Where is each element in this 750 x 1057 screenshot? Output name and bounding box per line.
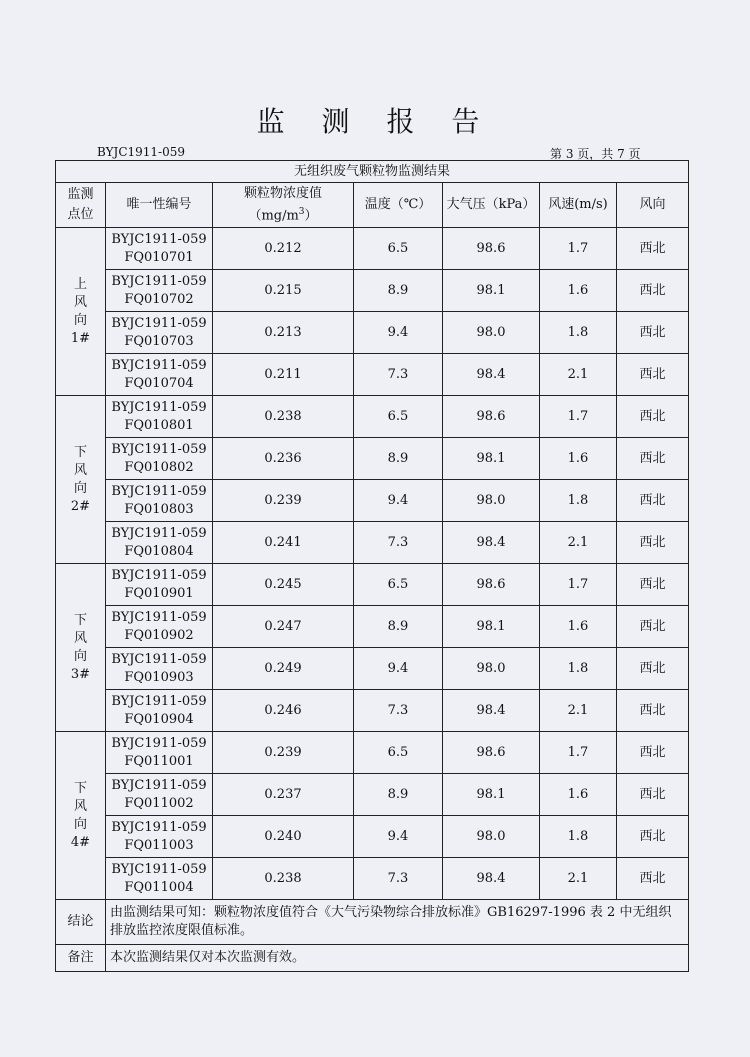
sample-id-code: FQ011004 [124,879,194,895]
temperature-cell: 8.9 [354,606,443,648]
note-label: 备注 [56,945,106,972]
wind-speed-cell: 1.7 [540,396,617,438]
concentration-cell: 0.215 [213,270,354,312]
header-concentration [213,183,354,228]
monitoring-point-char: 向 [73,816,87,832]
sample-id-code: FQ011002 [124,795,194,811]
page-title: 监 测 报 告 [256,105,494,138]
sample-id-prefix: BYJC1911-059 [111,777,207,793]
table-row [56,438,689,480]
temperature-cell: 8.9 [354,270,443,312]
sample-id-cell [106,270,213,312]
table-row [56,564,689,606]
sample-id-cell [106,606,213,648]
sample-id-code: FQ010801 [124,417,194,433]
wind-direction-cell: 西北 [617,564,689,606]
sample-id-prefix: BYJC1911-059 [111,273,207,289]
sample-id-prefix: BYJC1911-059 [111,525,207,541]
sample-id-code: FQ010704 [124,375,194,391]
concentration-cell: 0.240 [213,816,354,858]
sample-id-code: FQ010902 [124,627,194,643]
table-row [56,480,689,522]
sample-id-cell [106,690,213,732]
sample-id-cell [106,480,213,522]
monitoring-point-char: 3# [70,666,91,682]
monitoring-point-char: 向 [73,480,87,496]
temperature-cell: 6.5 [354,564,443,606]
sample-id-cell [106,396,213,438]
pressure-cell: 98.1 [443,606,540,648]
wind-speed-cell: 1.8 [540,648,617,690]
table-row [56,228,689,270]
monitoring-point-char: 风 [73,630,87,646]
conclusion-row [56,900,689,945]
concentration-cell: 0.239 [213,732,354,774]
pressure-cell: 98.6 [443,732,540,774]
sample-id-prefix: BYJC1911-059 [111,567,207,583]
report-number: BYJC1911-059 [97,145,186,159]
concentration-cell: 0.238 [213,858,354,900]
sample-id-cell [106,774,213,816]
wind-speed-cell: 1.6 [540,606,617,648]
concentration-cell: 0.245 [213,564,354,606]
monitoring-point-char: 向 [73,312,87,328]
sample-id-cell [106,522,213,564]
sample-id-cell [106,648,213,690]
wind-direction-cell: 西北 [617,774,689,816]
sample-id-code: FQ011003 [124,837,194,853]
monitoring-point-char: 向 [73,648,87,664]
sample-id-prefix: BYJC1911-059 [111,231,207,247]
wind-direction-cell: 西北 [617,270,689,312]
header-conc-line2: $(mg/m^3)$ [248,206,318,224]
wind-direction-cell: 西北 [617,690,689,732]
table-row [56,816,689,858]
monitoring-point-cell [56,732,106,900]
pressure-cell: 98.4 [443,354,540,396]
sample-id-prefix: BYJC1911-059 [111,441,207,457]
table-row [56,270,689,312]
wind-speed-cell: 1.6 [540,438,617,480]
sample-id-code: FQ010702 [124,291,194,307]
concentration-cell: 0.246 [213,690,354,732]
sample-id-cell [106,438,213,480]
pressure-cell: 98.6 [443,564,540,606]
concentration-cell: 0.213 [213,312,354,354]
table-row [56,732,689,774]
table-row [56,396,689,438]
sample-id-code: FQ010703 [124,333,194,349]
pressure-cell: 98.0 [443,648,540,690]
concentration-cell: 0.236 [213,438,354,480]
wind-direction-cell: 西北 [617,858,689,900]
pressure-cell: 98.6 [443,228,540,270]
header-wind-direction: 风向 [617,183,689,228]
conclusion-text: 由监测结果可知：颗粒物浓度值符合《大气污染物综合排放标准》GB16297-1996 表 2 中无组织排放监控浓度限值标准。 [106,900,689,945]
table-row [56,774,689,816]
concentration-cell: 0.238 [213,396,354,438]
pressure-cell: 98.1 [443,774,540,816]
sample-id-code: FQ010903 [124,669,194,685]
concentration-cell: 0.211 [213,354,354,396]
wind-direction-cell: 西北 [617,732,689,774]
concentration-cell: 0.239 [213,480,354,522]
wind-speed-cell: 2.1 [540,690,617,732]
pressure-cell: 98.4 [443,522,540,564]
wind-speed-cell: 1.8 [540,480,617,522]
sample-id-code: FQ010802 [124,459,194,475]
sample-id-prefix: BYJC1911-059 [111,609,207,625]
conclusion-label: 结论 [56,900,106,945]
pressure-cell: 98.1 [443,270,540,312]
wind-direction-cell: 西北 [617,606,689,648]
pressure-cell: 98.0 [443,312,540,354]
sample-id-code: FQ010901 [124,585,194,601]
monitoring-point-char: 1# [70,330,91,346]
monitoring-point-cell [56,396,106,564]
temperature-cell: 7.3 [354,858,443,900]
table-row [56,690,689,732]
header-conc-line1: 颗粒物浓度值 [243,185,322,201]
concentration-cell: 0.237 [213,774,354,816]
sample-id-cell [106,816,213,858]
wind-speed-cell: 2.1 [540,858,617,900]
header-pressure: 大气压（kPa） [443,183,540,228]
table-caption: 无组织废气颗粒物监测结果 [56,161,689,183]
wind-direction-cell: 西北 [617,228,689,270]
temperature-cell: 7.3 [354,690,443,732]
monitoring-point-char: 风 [73,462,87,478]
monitoring-point-char: 下 [73,780,87,796]
temperature-cell: 6.5 [354,732,443,774]
sample-id-cell [106,858,213,900]
temperature-cell: 7.3 [354,354,443,396]
wind-direction-cell: 西北 [617,312,689,354]
results-table [55,160,689,972]
header-temperature: 温度（℃） [354,183,443,228]
table-row [56,522,689,564]
monitoring-point-char: 下 [73,444,87,460]
sample-id-code: FQ011001 [124,753,194,769]
temperature-cell: 9.4 [354,480,443,522]
sample-id-code: FQ010904 [124,711,194,727]
wind-speed-cell: 1.6 [540,774,617,816]
temperature-cell: 6.5 [354,228,443,270]
temperature-cell: 9.4 [354,816,443,858]
temperature-cell: 7.3 [354,522,443,564]
table-row [56,858,689,900]
concentration-cell: 0.249 [213,648,354,690]
sample-id-prefix: BYJC1911-059 [111,651,207,667]
pressure-cell: 98.0 [443,480,540,522]
sample-id-cell [106,564,213,606]
wind-direction-cell: 西北 [617,522,689,564]
wind-speed-cell: 1.7 [540,732,617,774]
sample-id-cell [106,354,213,396]
pressure-cell: 98.4 [443,690,540,732]
monitoring-point-char: 风 [73,294,87,310]
sample-id-cell [106,312,213,354]
monitoring-point-char: 2# [70,498,91,514]
monitoring-point-cell [56,564,106,732]
wind-speed-cell: 1.8 [540,312,617,354]
sample-id-code: FQ010701 [124,249,194,265]
concentration-cell: 0.212 [213,228,354,270]
sample-id-code: FQ010803 [124,501,194,517]
wind-direction-cell: 西北 [617,438,689,480]
temperature-cell: 8.9 [354,774,443,816]
table-row [56,648,689,690]
sample-id-prefix: BYJC1911-059 [111,315,207,331]
table-row [56,354,689,396]
sample-id-code: FQ010804 [124,543,194,559]
temperature-cell: 8.9 [354,438,443,480]
temperature-cell: 6.5 [354,396,443,438]
sample-id-prefix: BYJC1911-059 [111,735,207,751]
wind-speed-cell: 1.6 [540,270,617,312]
temperature-cell: 9.4 [354,312,443,354]
wind-direction-cell: 西北 [617,354,689,396]
header-wind-speed: 风速(m/s) [540,183,617,228]
wind-speed-cell: 2.1 [540,354,617,396]
pressure-cell: 98.6 [443,396,540,438]
note-text: 本次监测结果仅对本次监测有效。 [106,945,689,972]
monitoring-point-char: 4# [70,834,91,850]
sample-id-prefix: BYJC1911-059 [111,819,207,835]
sample-id-prefix: BYJC1911-059 [111,399,207,415]
pressure-cell: 98.0 [443,816,540,858]
sample-id-prefix: BYJC1911-059 [111,693,207,709]
sample-id-cell [106,228,213,270]
sample-id-prefix: BYJC1911-059 [111,357,207,373]
sample-id-cell [106,732,213,774]
wind-direction-cell: 西北 [617,480,689,522]
monitoring-point-cell [56,228,106,396]
note-row [56,945,689,972]
concentration-cell: 0.241 [213,522,354,564]
page-indicator: 第 3 页，共 7 页 [550,147,641,161]
temperature-cell: 9.4 [354,648,443,690]
wind-speed-cell: 1.7 [540,564,617,606]
header-row [56,183,689,228]
header-id: 唯一性编号 [106,183,213,228]
pressure-cell: 98.4 [443,858,540,900]
sample-id-prefix: BYJC1911-059 [111,861,207,877]
concentration-cell: 0.247 [213,606,354,648]
wind-speed-cell: 1.8 [540,816,617,858]
wind-direction-cell: 西北 [617,396,689,438]
wind-speed-cell: 1.7 [540,228,617,270]
wind-direction-cell: 西北 [617,648,689,690]
monitoring-point-char: 风 [73,798,87,814]
wind-speed-cell: 2.1 [540,522,617,564]
sample-id-prefix: BYJC1911-059 [111,483,207,499]
monitoring-point-char: 下 [73,612,87,628]
pressure-cell: 98.1 [443,438,540,480]
table-row [56,312,689,354]
wind-direction-cell: 西北 [617,816,689,858]
header-point: 监测点位 [56,183,106,228]
table-row [56,606,689,648]
monitoring-point-char: 上 [73,276,87,292]
